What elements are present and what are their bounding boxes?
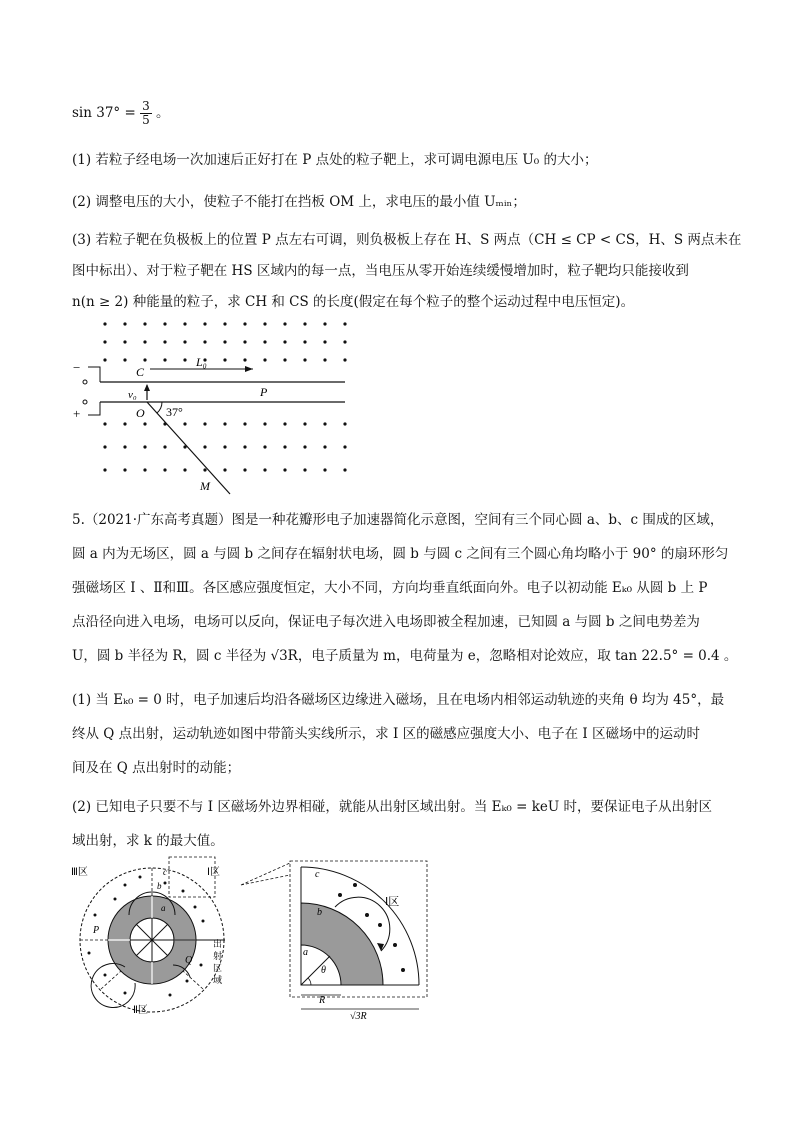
exit-label-1: 出	[213, 939, 223, 949]
p5-line3: 强磁场区 Ⅰ 、Ⅱ和Ⅲ。各区感应强度恒定，大小不同，方向均垂直纸面向外。电子以初动能 Eₖ₀ 从圆 b 上 P	[72, 580, 708, 596]
plus-sign: +	[73, 406, 81, 421]
zone3-label: Ⅲ区	[71, 867, 88, 878]
label-a: a	[161, 903, 166, 913]
figure-zoomed-sector	[235, 855, 435, 1020]
label-R: R	[319, 995, 326, 1006]
label-a: a	[303, 947, 308, 958]
baffle-OM	[147, 402, 230, 494]
label-v0: v₀	[128, 389, 137, 401]
label-O: O	[136, 406, 145, 420]
zone2-label: Ⅱ区	[133, 1005, 148, 1015]
label-b: b	[317, 907, 322, 918]
plate-leads	[88, 367, 100, 415]
angle-label: 37°	[166, 405, 183, 419]
p4-q3-line2: 图中标出）、对于粒子靶在 HS 区域内的每一点，当电压从零开始连续缓慢增加时，粒子靶均只能接收到	[72, 263, 689, 279]
zone1-label: Ⅰ区	[385, 896, 400, 908]
figure-capacitor-field	[70, 312, 360, 497]
p5-line2: 圆 a 内为无场区，圆 a 与圆 b 之间存在辐射状电场，圆 b 与圆 c 之间有三个圆心角均略小于 90° 的扇环形匀	[72, 546, 729, 562]
zone1-label: Ⅰ区	[207, 867, 220, 878]
p4-q3-line1: (3) 若粒子靶在负极板上的位置 P 点左右可调，则负极板上存在 H、S 两点（CH ≤ CP < CS，H、S 两点未在	[72, 232, 742, 248]
p4-q1: (1) 若粒子经电场一次加速后正好打在 P 点处的粒子靶上，求可调电源电压 U₀ 的大小；	[72, 152, 598, 168]
label-Q: Q	[185, 955, 193, 966]
label-theta: θ	[321, 965, 326, 976]
p4-q2: (2) 调整电压的大小，使粒子不能打在挡板 OM 上，求电压的最小值 Uₘᵢₙ；	[72, 194, 526, 210]
label-c: c	[163, 867, 167, 877]
exit-label-3: 区	[213, 963, 223, 973]
label-P: P	[260, 385, 268, 399]
exit-label-2: 射	[213, 951, 223, 961]
p5-q2-line1: (2) 已知电子只要不与 Ⅰ 区磁场外边界相碰，就能从出射区域出射。当 Eₖ₀ = keU 时，要保证电子从出射区	[72, 799, 713, 815]
p5-q1-line3: 间及在 Q 点出射时的动能；	[72, 760, 241, 776]
figure-accelerator	[65, 855, 245, 1015]
p5-line1: 5.（2021·广东高考真题）图是一种花瓣形电子加速器简化示意图，空间有三个同心圆 a、b、c 围成的区域，	[72, 512, 724, 528]
label-sqrt3R: √3R	[350, 1011, 367, 1020]
given-line: sin 37° = $\frac{3}{5}$ 。	[72, 99, 170, 127]
label-b: b	[157, 881, 162, 891]
label-C: C	[136, 365, 145, 379]
p5-q2-line2: 域出射，求 k 的最大值。	[72, 833, 224, 849]
p4-q3-line3: n(n ≥ 2) 种能量的粒子，求 CH 和 CS 的长度(假定在每个粒子的整个运动过程中电压恒定)。	[72, 294, 635, 310]
p5-q1-line1: (1) 当 Eₖ₀ = 0 时，电子加速后均沿各磁场区边缘进入磁场，且在电场内相邻运动轨迹的夹角 θ 均为 45°，最	[72, 692, 725, 708]
p5-line4: 点沿径向进入电场，电场可以反向，保证电子每次进入电场即被全程加速，已知圆 a 与圆 b 之间电势差为	[72, 614, 700, 630]
p5-line5: U，圆 b 半径为 R，圆 c 半径为 √3R，电子质量为 m，电荷量为 e，忽略相对论效应，取 tan 22.5° = 0.4 。	[72, 648, 738, 664]
label-c: c	[315, 869, 320, 880]
minus-sign: −	[73, 360, 81, 375]
label-M: M	[200, 479, 210, 493]
field-dots	[103, 322, 346, 471]
p5-q1-line2: 终从 Q 点出射，运动轨迹如图中带箭头实线所示，求 Ⅰ 区的磁感应强度大小、电子在 Ⅰ 区磁场中的运动时	[72, 726, 700, 742]
label-L0: L₀	[196, 355, 207, 369]
label-P: P	[93, 925, 100, 936]
fraction: $\frac{3}{5}$	[142, 99, 150, 127]
exit-label-4: 域	[213, 975, 223, 985]
